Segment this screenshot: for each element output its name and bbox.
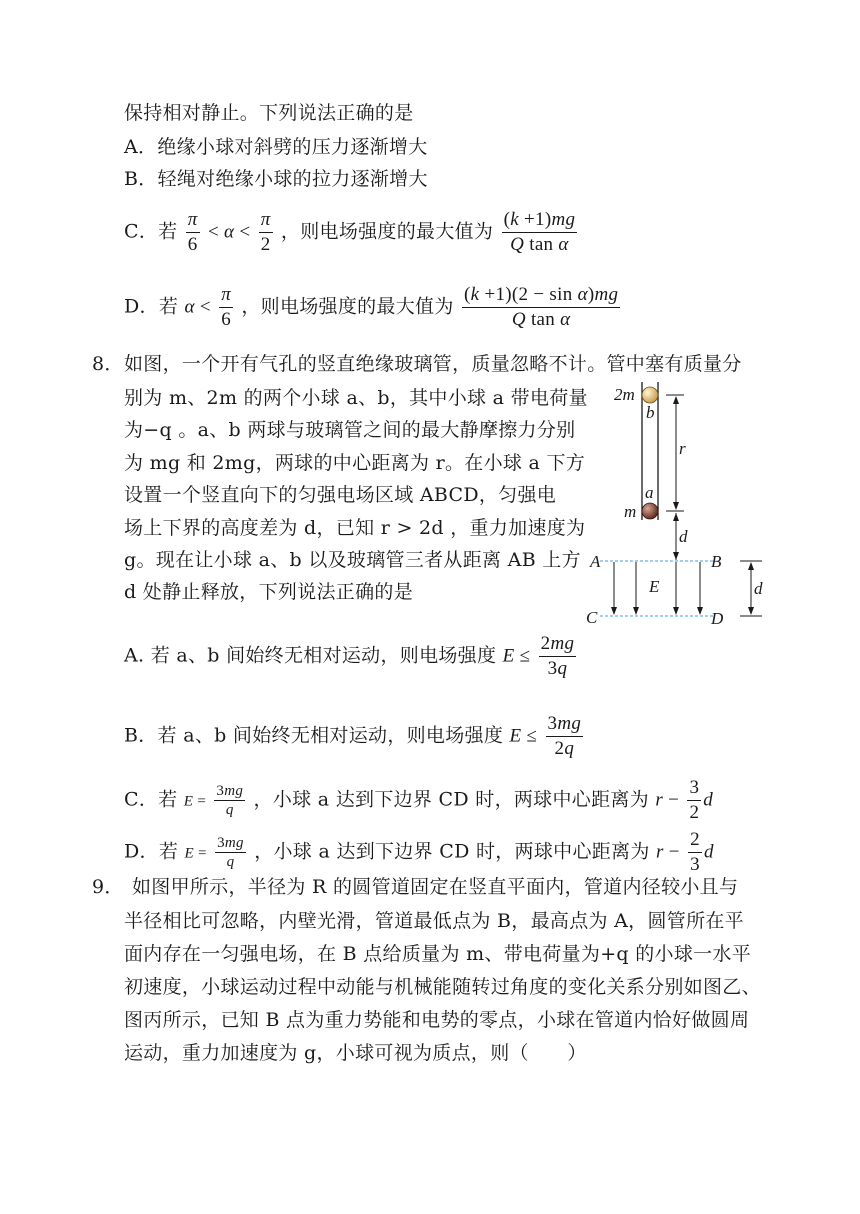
label-2m: 2m: [614, 385, 635, 404]
q8-option-a: A. 若 a、b 间始终无相对运动，则电场强度 E ≤ $\frac{2mg}{3q}$: [124, 633, 575, 679]
q7-option-d-prefix: D．若: [124, 295, 179, 318]
q8-option-b: B．若 a、b 间始终无相对运动，则电场强度 E ≤ $\frac{3mg}{2q}$: [124, 713, 582, 759]
q9-stem-line: 如图甲所示，半径为 R 的圆管道固定在竖直平面内，管道内径较小且与: [132, 876, 739, 898]
q7-option-b: B．轻绳对绝缘小球的拉力逐渐增大: [124, 168, 428, 190]
label-E: E: [649, 577, 660, 596]
label-b: b: [646, 403, 655, 422]
label-B: B: [711, 552, 722, 571]
q8-option-b-text: B．若 a、b 间始终无相对运动，则电场强度: [124, 724, 504, 747]
q9-stem-line: 运动，重力加速度为 g，小球可视为质点，则（ ）: [124, 1042, 587, 1064]
r-arrow-up: [673, 396, 679, 404]
q8-stem-line: d 处静止释放，下列说法正确的是: [124, 581, 414, 603]
label-d-top: d: [679, 527, 688, 546]
ball-a: [642, 503, 658, 519]
ball-b: [642, 387, 658, 403]
q8-option-c-mid: ，小球 a 达到下边界 CD 时，两球中心距离为: [253, 788, 649, 811]
q8-figure: [578, 378, 778, 630]
q9-number: 9．: [92, 876, 124, 898]
q7-option-c-prefix: C．若: [124, 220, 178, 243]
q8-stem-line: 为 mg 和 2mg，两球的中心距离为 r。在小球 a 下方: [124, 452, 586, 474]
q7-option-c-mid: ，则电场强度的最大值为: [280, 220, 494, 243]
q8-option-c: C．若 E = $\frac{3mg}{q}$ ，小球 a 达到下边界 CD 时，两球中心距离为 r − $\frac{3}{2}$ d: [124, 777, 714, 823]
side-d-arrow-down: [748, 607, 754, 615]
q8-stem-line: g。现在让小球 a、b 以及玻璃管三者从距离 AB 上方: [124, 549, 581, 571]
q9-stem-line: 图丙所示，已知 B 点为重力势能和电势的零点，小球在管道内恰好做圆周: [124, 1009, 750, 1031]
q8-stem-line: 为−q 。a、b 两球与玻璃管之间的最大静摩擦力分别: [124, 419, 576, 441]
q8-option-d: D．若 E = $\frac{3mg}{q}$ ，小球 a 达到下边界 CD 时，两球中心距离为 r − $\frac{2}{3}$ d: [124, 829, 714, 875]
q8-option-d-prefix: D．若: [124, 840, 179, 863]
q9-stem-line: 面内存在一匀强电场，在 B 点给质量为 m、带电荷量为+q 的小球一水平: [124, 943, 752, 965]
r-arrow-down: [673, 502, 679, 510]
label-r: r: [679, 439, 686, 458]
q7-continuation: 保持相对静止。下列说法正确的是: [124, 102, 414, 124]
side-d-arrow-up: [748, 562, 754, 570]
d-gap-arrow-up: [673, 513, 679, 521]
q8-stem-line: 设置一个竖直向下的匀强电场区域 ABCD，匀强电: [124, 484, 557, 506]
q7-option-d-mid: ，则电场强度的最大值为: [241, 295, 454, 318]
q8-option-a-text: A. 若 a、b 间始终无相对运动，则电场强度: [124, 644, 497, 667]
q8-number: 8．: [92, 353, 124, 375]
q7-option-c: C．若 $\frac{\pi}{6}$ < α < $\frac{\pi}{2}$ ，则电场强度的最大值为 $\frac{(k +1)mg}{\text{Q tan α}}$: [124, 209, 576, 255]
label-D: D: [711, 609, 724, 628]
q7-option-a: A．绝缘小球对斜劈的压力逐渐增大: [124, 136, 428, 158]
q9-stem-line: 初速度，小球运动过程中动能与机械能随转过角度的变化关系分别如图乙、: [124, 976, 761, 998]
q8-stem-line: 如图，一个开有气孔的竖直绝缘玻璃管，质量忽略不计。管中塞有质量分: [124, 353, 742, 375]
label-C: C: [586, 608, 598, 627]
label-d-side: d: [754, 579, 763, 598]
label-m: m: [624, 502, 637, 521]
label-A: A: [590, 552, 601, 571]
d-gap-arrow-down: [673, 552, 679, 560]
label-a: a: [645, 483, 654, 502]
q8-option-d-mid: ，小球 a 达到下边界 CD 时，两球中心距离为: [254, 840, 650, 863]
q7-option-d: D．若 α < $\frac{\pi}{6}$ ，则电场强度的最大值为 $\frac{\text{(k +1)(2 − sin α)mg}}{\text{Q tan α}}$: [124, 284, 619, 330]
q8-stem-line: 场上下界的高度差为 d，已知 r > 2d ，重力加速度为: [124, 517, 586, 539]
q8-stem-line: 别为 m、2m 的两个小球 a、b，其中小球 a 带电荷量: [124, 387, 588, 409]
q9-stem-line: 半径相比可忽略，内壁光滑，管道最低点为 B，最高点为 A，圆管所在平: [124, 910, 744, 932]
q8-option-c-prefix: C．若: [124, 788, 178, 811]
